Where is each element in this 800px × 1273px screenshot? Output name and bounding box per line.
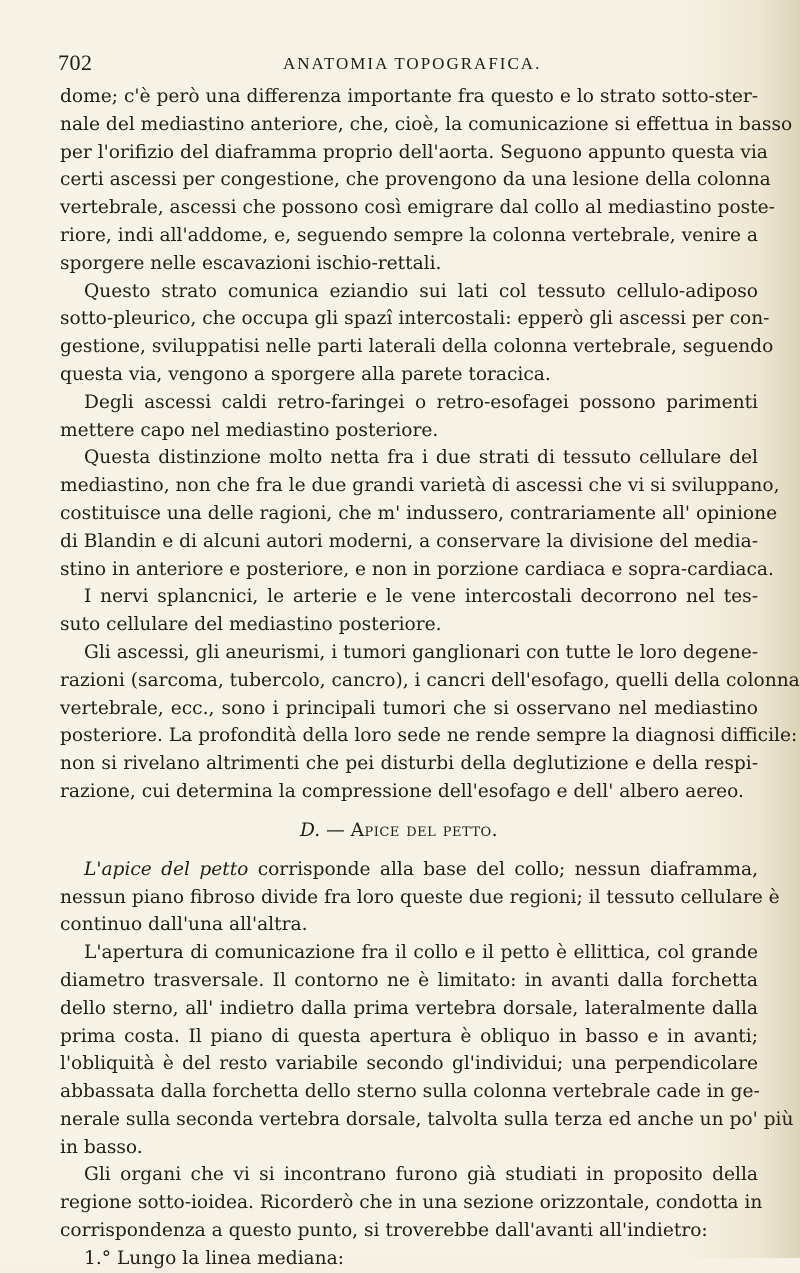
text-line: questa via, vengono a sporgere alla parete toracica.: [60, 363, 551, 385]
text-line: razione, cui determina la compressione dell'esofago e dell' albero aereo.: [60, 780, 744, 802]
text-line: stino in anteriore e posteriore, e non in porzione cardiaca e sopra-cardiaca.: [60, 558, 774, 580]
text-line: prima costa. Il piano di questa apertura è obliquo in basso e in avanti;: [60, 1025, 758, 1047]
text-line: mettere capo nel mediastino posteriore.: [60, 419, 439, 441]
text-line: Gli ascessi, gli aneurismi, i tumori ganglionari con tutte le loro degene-: [84, 641, 758, 663]
italic-lead: L'apice del petto: [84, 858, 249, 880]
text-line: dello sterno, all' indietro dalla prima vertebra dorsale, lateralmente dalla: [60, 997, 758, 1019]
text-line: Questo strato comunica eziandio sui lati col tessuto cellulo-adiposo: [84, 280, 758, 302]
text-line: non si rivelano altrimenti che pei disturbi della deglutizione e della respi-: [60, 753, 758, 775]
text-line: Questa distinzione molto netta fra i due strati di tessuto cellulare del: [84, 447, 758, 469]
text-line: Degli ascessi caldi retro-faringei o retro-esofagei possono parimenti: [84, 391, 758, 413]
text-line: vertebrale, ascessi che possono così emigrare dal collo al mediastino poste-: [60, 197, 775, 219]
text-line: nessun piano fibroso divide fra loro queste due regioni; il tessuto cellulare è: [60, 886, 780, 908]
text-line: per l'orifizio del diaframma proprio dell'aorta. Seguono appunto questa via: [60, 141, 768, 163]
text-line: certi ascessi per congestione, che provengono da una lesione della colonna: [60, 169, 771, 191]
text-line: in basso.: [60, 1136, 143, 1158]
text-line: gestione, sviluppatisi nelle parti laterali della colonna vertebrale, seguendo: [60, 336, 774, 358]
text-line: razioni (sarcoma, tubercolo, cancro), i cancri dell'esofago, quelli della colonna: [60, 669, 800, 691]
body-text: [60, 83, 800, 1273]
text-line: corrispondenza a questo punto, si troverebbe dall'avanti all'indietro:: [60, 1220, 708, 1242]
text-line: continuo dall'una all'altra.: [60, 914, 308, 936]
section-title: Apice del petto.: [350, 819, 499, 841]
text-line: sotto-pleurico, che occupa gli spazî intercostali: epperò gli ascessi per con-: [60, 308, 770, 330]
text-line: 1.° Lungo la linea mediana:: [84, 1247, 344, 1269]
text-line: posteriore. La profondità della loro sede ne rende sempre la diagnosi difficile:: [60, 725, 798, 747]
first-line-rest: corrisponde alla base del collo; nessun diaframma,: [257, 858, 758, 880]
text-line: abbassata dalla forchetta dello sterno sulla colonna vertebrale cade in ge-: [60, 1081, 760, 1103]
section-heading: [60, 806, 758, 856]
text-line: dome; c'è però una differenza importante fra questo e lo strato sotto-ster-: [60, 86, 758, 107]
text-line: l'obliquità è del resto variabile secondo gl'individui; una perpendicolare: [60, 1053, 758, 1075]
page-number: 702: [58, 50, 93, 75]
page-header: [58, 50, 758, 80]
text-line: regione sotto-ioidea. Ricorderò che in una sezione orizzontale, condotta in: [60, 1192, 763, 1214]
text-line: nerale sulla seconda vertebra dorsale, talvolta sulla terza ed anche un po' più: [60, 1108, 794, 1130]
section-dash: —: [326, 819, 345, 841]
text-line: riore, indi all'addome, e, seguendo sempre la colonna vertebrale, venire a: [60, 224, 758, 246]
running-head: ANATOMIA TOPOGRAFICA.: [283, 54, 542, 73]
text-line: costituisce una delle ragioni, che m' indussero, contrariamente all' opinione: [60, 502, 778, 524]
text-line: di Blandin e di alcuni autori moderni, a conservare la divisione del media-: [60, 530, 758, 552]
text-line: suto cellulare del mediastino posteriore.: [60, 614, 442, 636]
text-line: [60, 856, 758, 884]
text-line: Gli organi che vi si incontrano furono già studiati in proposito della: [84, 1164, 758, 1186]
text-line: nale del mediastino anteriore, che, cioè, la comunicazione si effettua in basso: [60, 113, 793, 135]
text-line: vertebrale, ecc., sono i principali tumori che si osservano nel mediastino: [60, 697, 758, 719]
text-line: mediastino, non che fra le due grandi varietà di ascessi che vi si sviluppano,: [60, 475, 780, 497]
section-letter: D.: [300, 819, 321, 841]
text-line: L'apertura di comunicazione fra il collo e il petto è ellittica, col grande: [84, 942, 758, 964]
text-line: sporgere nelle escavazioni ischio-rettali.: [60, 252, 442, 274]
text-line: I nervi splancnici, le arterie e le vene intercostali decorrono nel tes-: [84, 586, 758, 608]
text-line: diametro trasversale. Il contorno ne è limitato: in avanti dalla forchetta: [60, 969, 758, 991]
